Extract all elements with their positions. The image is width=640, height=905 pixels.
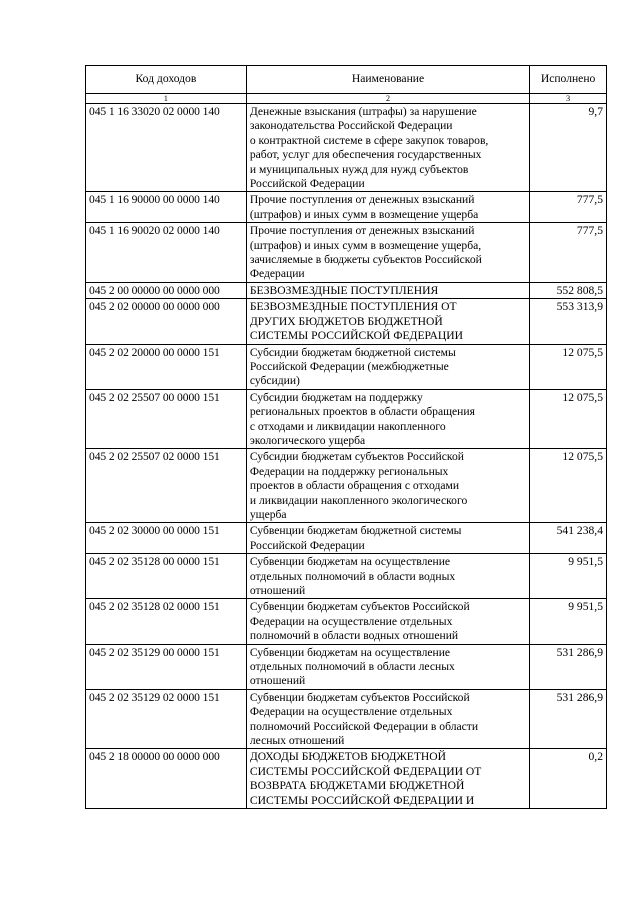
- revenue-name-line: полномочий в области водных отношений: [249, 629, 459, 643]
- revenue-name-line: отношений: [249, 584, 306, 597]
- executed-amount: 12 075,5: [530, 389, 607, 449]
- revenue-name-line: Российской Федерации: [249, 177, 365, 191]
- executed-amount: 541 238,4: [530, 523, 607, 554]
- table-row: [86, 523, 607, 554]
- table-row: [86, 282, 607, 298]
- revenue-name-line: отдельных полномочий в области водных: [249, 569, 456, 583]
- executed-amount: 9 951,5: [530, 554, 607, 599]
- executed-amount: 12 075,5: [530, 449, 607, 523]
- revenue-name-line: Денежные взыскания (штрафы) за нарушение: [249, 105, 477, 118]
- header-code: Код доходов: [86, 66, 247, 94]
- table-row: [86, 599, 607, 644]
- executed-amount: 9,7: [530, 104, 607, 192]
- executed-amount: 531 286,9: [530, 644, 607, 689]
- revenue-name: [246, 523, 529, 554]
- revenue-name-line: Российской Федерации: [249, 538, 365, 552]
- revenue-name-line: Федерации на осуществление отдельных: [249, 705, 453, 719]
- column-number-row: [86, 94, 607, 104]
- revenue-name-line: СИСТЕМЫ РОССИЙСКОЙ ФЕДЕРАЦИИ И: [249, 793, 475, 807]
- revenue-table: [85, 65, 607, 809]
- revenue-name-line: экологического ущерба: [249, 433, 366, 447]
- revenue-name: [246, 104, 529, 192]
- revenue-name-line: Субвенции бюджетам субъектов Российской: [249, 600, 470, 614]
- revenue-name-line: полномочий Российской Федерации в области: [249, 719, 479, 733]
- table-row: [86, 389, 607, 449]
- revenue-code: 045 2 18 00000 00 0000 000: [86, 749, 247, 809]
- executed-amount: 777,5: [530, 223, 607, 283]
- revenue-name-line: БЕЗВОЗМЕЗДНЫЕ ПОСТУПЛЕНИЯ ОТ: [249, 300, 457, 314]
- revenue-name-line: Субвенции бюджетам субъектов Российской: [249, 690, 470, 704]
- revenue-name-line: лесных отношений: [249, 734, 345, 748]
- revenue-name: [246, 389, 529, 449]
- revenue-name-line: отдельных полномочий в области лесных: [249, 660, 455, 674]
- revenue-code: 045 2 02 25507 00 0000 151: [86, 389, 247, 449]
- header-row: [86, 66, 607, 94]
- table-row: [86, 299, 607, 344]
- column-number-3: 3: [530, 94, 607, 104]
- revenue-code: 045 2 02 20000 00 0000 151: [86, 344, 247, 389]
- revenue-name-line: Субвенции бюджетам на осуществление: [249, 645, 451, 659]
- revenue-code: 045 2 02 25507 02 0000 151: [86, 449, 247, 523]
- revenue-name: [246, 192, 529, 223]
- revenue-name-line: работ, услуг для обеспечения государственных: [249, 148, 482, 162]
- revenue-name-line: Субсидии бюджетам на поддержку: [249, 390, 423, 404]
- revenue-name-line: Субвенции бюджетам на осуществление: [249, 555, 451, 569]
- table-row: [86, 449, 607, 523]
- executed-amount: 777,5: [530, 192, 607, 223]
- revenue-name-line: ВОЗВРАТА БЮДЖЕТАМИ БЮДЖЕТНОЙ: [249, 779, 465, 793]
- revenue-name: [246, 344, 529, 389]
- header-name: Наименование: [246, 66, 529, 94]
- table-row: [86, 104, 607, 192]
- table-row: [86, 749, 607, 809]
- executed-amount: 9 951,5: [530, 599, 607, 644]
- revenue-name-line: СИСТЕМЫ РОССИЙСКОЙ ФЕДЕРАЦИИ ОТ: [249, 764, 482, 778]
- revenue-name-line: ДОХОДЫ БЮДЖЕТОВ БЮДЖЕТНОЙ: [249, 750, 447, 764]
- revenue-code: 045 1 16 90020 02 0000 140: [86, 223, 247, 283]
- revenue-name-line: ущерба: [249, 507, 287, 521]
- column-number-1: 1: [86, 94, 247, 104]
- revenue-name: [246, 749, 529, 809]
- revenue-name: [246, 644, 529, 689]
- revenue-name-line: законодательства Российской Федерации: [249, 119, 453, 133]
- revenue-name-line: Российской Федерации (межбюджетные: [249, 359, 449, 373]
- revenue-name: [246, 223, 529, 283]
- revenue-name-line: региональных проектов в области обращения: [249, 405, 475, 419]
- revenue-name-line: с отходами и ликвидации накопленного: [249, 419, 446, 433]
- revenue-name-line: субсидии): [249, 374, 300, 388]
- revenue-code: 045 1 16 33020 02 0000 140: [86, 104, 247, 192]
- revenue-code: 045 2 02 35129 02 0000 151: [86, 689, 247, 749]
- table-row: [86, 223, 607, 283]
- revenue-name-line: Субсидии бюджетам бюджетной системы: [249, 345, 456, 359]
- revenue-name-line: зачисляемые в бюджеты субъектов Российской: [249, 253, 482, 267]
- revenue-name: [246, 449, 529, 523]
- revenue-name-line: Субвенции бюджетам бюджетной системы: [249, 524, 462, 538]
- revenue-name-line: (штрафов) и иных сумм в возмещение ущерба,: [249, 238, 482, 252]
- revenue-name: [246, 554, 529, 599]
- table-row: [86, 689, 607, 749]
- revenue-name-line: Федерации: [249, 267, 305, 281]
- revenue-code: 045 2 00 00000 00 0000 000: [86, 282, 247, 298]
- revenue-code: 045 2 02 30000 00 0000 151: [86, 523, 247, 554]
- executed-amount: 553 313,9: [530, 299, 607, 344]
- revenue-name: [246, 299, 529, 344]
- revenue-name: [246, 689, 529, 749]
- revenue-name-line: СИСТЕМЫ РОССИЙСКОЙ ФЕДЕРАЦИИ: [249, 329, 464, 343]
- revenue-name-line: проектов в области обращения с отходами: [249, 479, 460, 493]
- revenue-name-line: Прочие поступления от денежных взысканий: [249, 193, 475, 207]
- column-number-2: 2: [246, 94, 529, 104]
- revenue-name-line: и муниципальных нужд для нужд субъектов: [249, 162, 469, 176]
- table-row: [86, 344, 607, 389]
- revenue-name-line: Федерации на поддержку региональных: [249, 464, 449, 478]
- table-row: [86, 644, 607, 689]
- executed-amount: 531 286,9: [530, 689, 607, 749]
- table-row: [86, 554, 607, 599]
- revenue-name-line: отношений: [249, 674, 306, 688]
- table-body: [86, 104, 607, 809]
- revenue-code: 045 2 02 00000 00 0000 000: [86, 299, 247, 344]
- executed-amount: 0,2: [530, 749, 607, 809]
- table-row: [86, 192, 607, 223]
- revenue-code: 045 2 02 35129 00 0000 151: [86, 644, 247, 689]
- revenue-name-line: ДРУГИХ БЮДЖЕТОВ БЮДЖЕТНОЙ: [249, 314, 443, 328]
- revenue-name-line: о контрактной системе в сфере закупок товаров,: [249, 133, 489, 147]
- revenue-code: 045 2 02 35128 00 0000 151: [86, 554, 247, 599]
- executed-amount: 12 075,5: [530, 344, 607, 389]
- revenue-name-line: и ликвидации накопленного экологического: [249, 493, 468, 507]
- revenue-name-line: Федерации на осуществление отдельных: [249, 614, 453, 628]
- revenue-code: 045 2 02 35128 02 0000 151: [86, 599, 247, 644]
- revenue-name: [246, 599, 529, 644]
- revenue-name-line: Прочие поступления от денежных взысканий: [249, 224, 475, 238]
- revenue-name: [246, 282, 529, 298]
- header-executed: Исполнено: [530, 66, 607, 94]
- revenue-name-line: (штрафов) и иных сумм в возмещение ущерба: [249, 207, 479, 221]
- revenue-code: 045 1 16 90000 00 0000 140: [86, 192, 247, 223]
- executed-amount: 552 808,5: [530, 282, 607, 298]
- revenue-name-line: БЕЗВОЗМЕЗДНЫЕ ПОСТУПЛЕНИЯ: [249, 283, 439, 297]
- revenue-name-line: Субсидии бюджетам субъектов Российской: [249, 450, 464, 464]
